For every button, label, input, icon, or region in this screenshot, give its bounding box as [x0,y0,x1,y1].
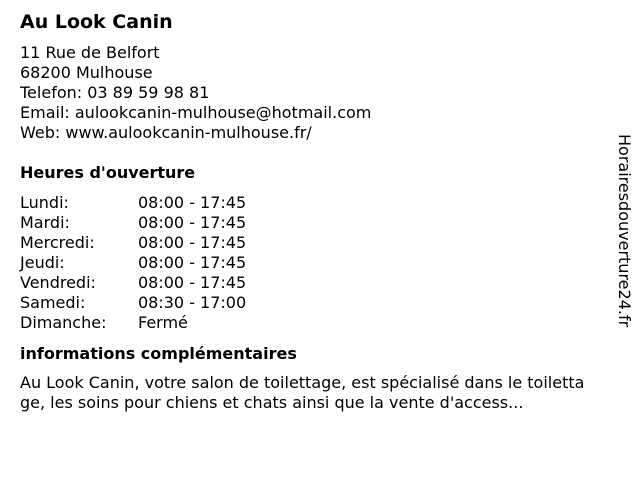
hours-row-monday [20,193,600,213]
day-label: Lundi: [20,193,69,212]
hours-row-thursday [20,253,600,273]
additional-info-heading: informations complémentaires [20,344,297,363]
business-card [20,10,600,413]
day-label: Samedi: [20,293,86,312]
time-range: Fermé [138,313,188,332]
time-range: 08:00 - 17:45 [138,193,247,212]
additional-info-text: Au Look Canin, votre salon de toilettage, est spécialisé dans le toilettage, les soins pour chiens et chats ainsi que la vente d'access... [20,373,585,412]
day-label: Vendredi: [20,273,96,292]
city-postcode: 68200 Mulhouse [20,63,153,82]
website-url: Web: www.aulookcanin-mulhouse.fr/ [20,123,312,142]
day-label: Mardi: [20,213,70,232]
site-watermark: Horairesdouverture24.fr [615,134,634,328]
street-address: 11 Rue de Belfort [20,43,160,62]
time-range: 08:00 - 17:45 [138,273,247,292]
opening-hours-heading: Heures d'ouverture [20,163,196,182]
opening-hours-table [20,193,600,333]
day-label: Dimanche: [20,313,107,332]
phone-number: Telefon: 03 89 59 98 81 [20,83,210,102]
day-label: Mercredi: [20,233,95,252]
day-label: Jeudi: [20,253,65,272]
business-name: Au Look Canin [20,11,173,33]
time-range: 08:00 - 17:45 [138,253,247,272]
contact-block [20,43,600,143]
hours-row-wednesday [20,233,600,253]
time-range: 08:30 - 17:00 [138,293,247,312]
time-range: 08:00 - 17:45 [138,213,247,232]
hours-row-tuesday [20,213,600,233]
hours-row-friday [20,273,600,293]
hours-row-saturday [20,293,600,313]
time-range: 08:00 - 17:45 [138,233,247,252]
email-address: Email: aulookcanin-mulhouse@hotmail.com [20,103,372,122]
hours-row-sunday [20,313,600,333]
